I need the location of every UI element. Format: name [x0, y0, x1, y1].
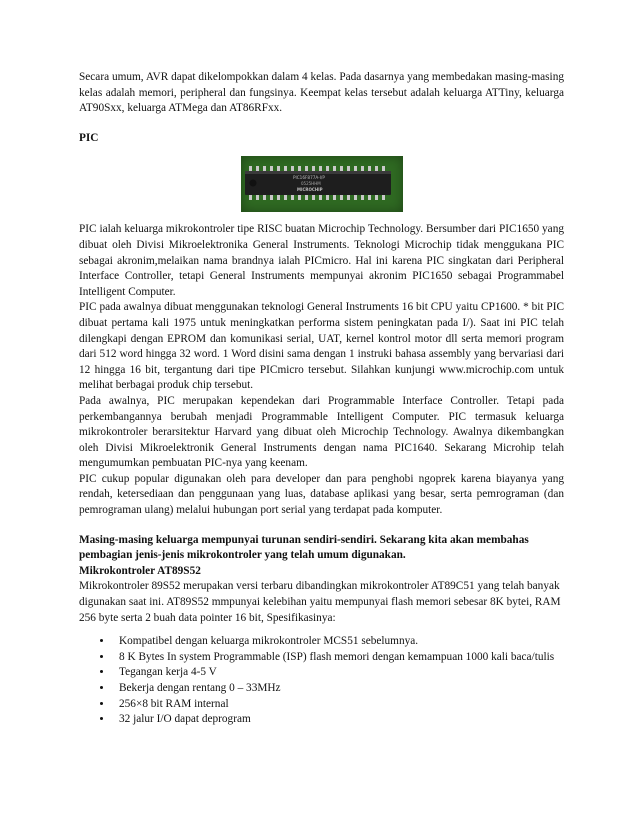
pic-chip-photo	[241, 156, 403, 212]
bold-note: Masing-masing keluarga mempunyai turunan sendiri-sendiri. Sekarang kita akan membahas pembagian jenis-jenis mikrokontroler yang telah umum digunakan.	[79, 533, 529, 562]
pic-paragraph-4: PIC cukup popular digunakan oleh para developer dan para penghobi ngoprek karena biayanya yang rendah, ketersediaan dan penggunaan yang luas, database aplikasi yang besar, serta pemrograman (dan pemrograman ulang) melalui hubungan port serial yang terdapat pada komputer.	[79, 472, 564, 517]
spec-item: • Kompatibel dengan keluarga mikrokontroler MCS51 sebelumnya.	[113, 634, 564, 650]
pic-heading: PIC	[79, 131, 99, 144]
chip-label-line-1: PIC16F877A-I/P	[293, 175, 325, 181]
spec-item: • 8 K Bytes In system Programmable (ISP) flash memori dengan kemampuan 1000 kali baca/tulis	[113, 650, 564, 666]
pic-microcontroller-chip-icon	[241, 156, 403, 212]
spec-list	[79, 634, 564, 728]
chip-label-line-2: 0525HHM	[301, 181, 321, 187]
spec-item: • 256×8 bit RAM internal	[113, 697, 564, 713]
spec-item: • Bekerja dengan rentang 0 – 33MHz	[113, 681, 564, 697]
pic-paragraph-1: PIC ialah keluarga mikrokontroler tipe RISC buatan Microchip Technology. Bersumber dari PIC1650 yang dibuat oleh Divisi Mikroelektronika General Instruments. Teknologi Microchip tidak menggukana PIC sebagai akronim,melaikan nama brandnya ialah PICmicro. Hal ini karena PIC singkatan dari Peripheral Interface Controller, tetapi General Instruments mempunyai akronim PIC1650 sebagai Programmabel Intelligent Computer.	[79, 223, 564, 298]
chip-label-line-3: MICROCHIP	[297, 187, 323, 193]
intro-paragraph: Secara umum, AVR dapat dikelompokkan dalam 4 kelas. Pada dasarnya yang membedakan masing-masing kelas adalah memori, peripheral dan fungsinya. Keempat kelas tersebut adalah keluarga ATTiny, keluarga AT90Sxx, keluarga ATMega dan AT86RFxx.	[79, 71, 564, 115]
spec-item: • Tegangan kerja 4-5 V	[113, 665, 564, 681]
spec-item: • 32 jalur I/O dapat deprogram	[113, 712, 564, 728]
at89s52-intro: Mikrokontroler 89S52 merupakan versi terbaru dibandingkan mikrokontroler AT89C51 yang telah banyak digunakan saat ini. AT89S52 mmpunyai kelebihan yaitu mempunyai flash memori sebesar 8K bytei, RAM 256 byte serta 2 buah data pointer 16 bit, Spesifikasinya:	[79, 580, 561, 624]
document-content	[79, 70, 564, 728]
pic-paragraph-3: Pada awalnya, PIC merupakan kependekan dari Programmable Interface Controller. Tetapi pada perkembangannya berubah menjadi Programmable Intelligent Computer. PIC termasuk keluarga mikrokontroler berarsitektur Harvard yang dibuat oleh Microchip Technology. Awalnya dikembangkan oleh Divisi Mikroelektronik General Instruments dengan nama PIC1640. Sekarang Microhip telah mengumumkan pembuatan PIC-nya yang keenam.	[79, 394, 564, 470]
pic-paragraph-2: PIC pada awalnya dibuat menggunakan teknologi General Instruments 16 bit CPU yaitu CP1600. * bit PIC dibuat pertama kali 1975 untuk meningkatkan performa sistem peningkatan pada I/). Saat ini PIC telah dilengkapi dengan EPROM dan komunikasi serial, UAT, kernel kontrol motor dll serta memori program dari 512 word hingga 32 word. 1 Word disini sama dengan 1 instruki bahasa assembly yang bervariasi dari 12 hingga 16 bit, tergantung dari tipe PICmicro tersebut. Silahkan kunjungi www.microchip.com untuk melihat berbagai produk chip tersebut.	[79, 301, 564, 392]
at89s52-heading: Mikrokontroler AT89S52	[79, 564, 201, 577]
